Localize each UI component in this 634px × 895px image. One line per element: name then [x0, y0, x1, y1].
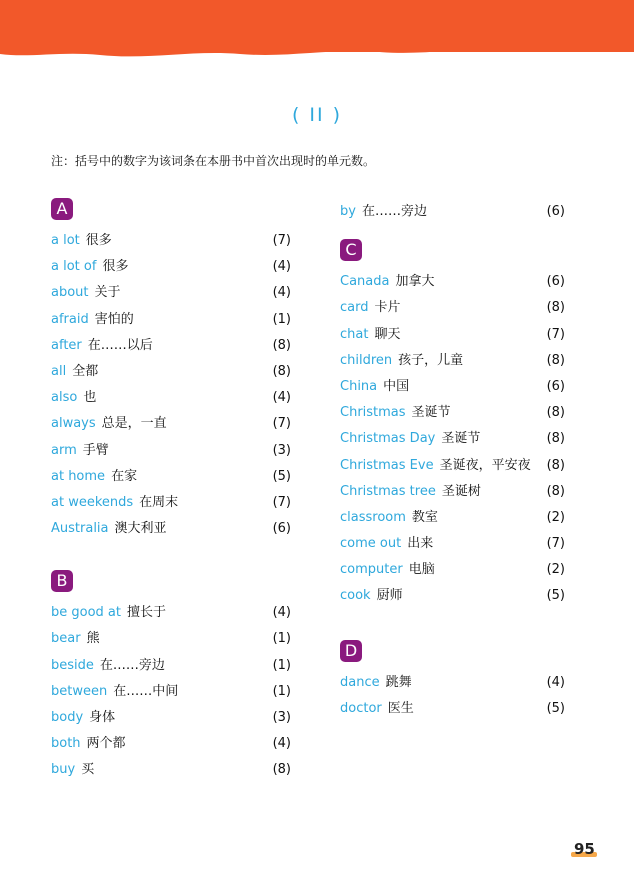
entry-unit-number: (6) [546, 204, 565, 219]
entry-unit-number: (7) [272, 233, 291, 248]
entry-chinese: 手臂 [82, 442, 109, 458]
entry-unit-number: (4) [272, 390, 291, 406]
list-item [51, 705, 291, 731]
entry-english: chat [340, 326, 369, 342]
entry-unit-number: (6) [546, 274, 565, 290]
entry-english: computer [340, 562, 403, 578]
entry-list-b-continued [340, 199, 565, 225]
list-item [51, 490, 291, 516]
entry-english: come out [340, 536, 402, 552]
list-item [340, 696, 565, 722]
entry-unit-number: (8) [546, 457, 565, 473]
entry-english: Christmas Eve [340, 457, 434, 473]
list-item [51, 333, 291, 359]
entry-unit-number: (1) [272, 631, 291, 647]
entry-english: children [340, 352, 393, 368]
entry-unit-number: (1) [272, 657, 291, 673]
entry-unit-number: (4) [546, 674, 565, 690]
letter-badge-c: C [340, 239, 362, 261]
list-item [340, 453, 565, 479]
entry-english: a lot of [51, 259, 97, 275]
left-column [51, 198, 291, 784]
entry-unit-number: (8) [546, 352, 565, 368]
entry-english: buy [51, 762, 76, 778]
entry-list-b [51, 600, 291, 783]
list-item [51, 438, 291, 464]
entry-chinese: 在家 [111, 468, 138, 484]
entry-english: all [51, 363, 67, 379]
entry-unit-number: (7) [546, 326, 565, 342]
entry-unit-number: (8) [546, 405, 565, 421]
list-item [51, 228, 291, 254]
list-item [340, 531, 565, 557]
entry-unit-number: (6) [272, 521, 291, 537]
entry-unit-number: (4) [272, 285, 291, 301]
entry-unit-number: (8) [272, 363, 291, 379]
entry-chinese: 害怕的 [94, 311, 134, 327]
entry-english: both [51, 736, 81, 752]
entry-chinese: 在……以后 [87, 337, 153, 353]
entry-english: card [340, 300, 369, 316]
list-item [340, 505, 565, 531]
entry-chinese: 出来 [407, 536, 434, 552]
entry-english: afraid [51, 311, 89, 327]
entry-english: at home [51, 468, 106, 484]
list-item [51, 679, 291, 705]
entry-english: Christmas Day [340, 431, 436, 447]
list-item [51, 626, 291, 652]
entry-chinese: 买 [81, 762, 95, 778]
section-a [51, 198, 291, 542]
entry-english: arm [51, 442, 77, 458]
right-column [340, 199, 565, 722]
entry-chinese: 两个都 [86, 736, 126, 752]
list-item [340, 199, 565, 225]
entry-english: beside [51, 657, 94, 673]
list-item [51, 731, 291, 757]
entry-chinese: 卡片 [374, 300, 401, 316]
list-item [51, 757, 291, 783]
entry-english: dance [340, 674, 380, 690]
entry-chinese: 擅长于 [127, 605, 167, 621]
note-text: 注：括号中的数字为该词条在本册书中首次出现时的单元数。 [51, 154, 376, 168]
entry-unit-number: (5) [546, 588, 565, 604]
list-item [51, 516, 291, 542]
list-item [340, 426, 565, 452]
list-item [340, 557, 565, 583]
entry-unit-number: (8) [546, 300, 565, 316]
entry-unit-number: (8) [272, 762, 291, 778]
entry-chinese: 在……中间 [113, 683, 179, 699]
entry-english: doctor [340, 700, 382, 716]
list-item [51, 280, 291, 306]
list-item [340, 374, 565, 400]
entry-english: cook [340, 588, 371, 604]
entry-chinese: 加拿大 [395, 274, 435, 290]
entry-english: about [51, 285, 89, 301]
list-item [51, 254, 291, 280]
entry-unit-number: (2) [546, 509, 565, 525]
entry-chinese: 圣诞树 [441, 483, 481, 499]
entry-chinese: 中国 [383, 378, 410, 394]
entry-chinese: 圣诞节 [411, 405, 451, 421]
entry-unit-number: (6) [546, 378, 565, 394]
entry-chinese: 在……旁边 [99, 657, 165, 673]
entry-unit-number: (4) [272, 605, 291, 621]
entry-english: also [51, 390, 78, 406]
entry-english: a lot [51, 233, 80, 248]
entry-chinese: 医生 [387, 700, 414, 716]
entry-unit-number: (4) [272, 259, 291, 275]
entry-chinese: 教室 [411, 509, 438, 525]
list-item [51, 464, 291, 490]
entry-chinese: 总是，一直 [101, 416, 167, 432]
entry-english: body [51, 710, 84, 725]
entry-unit-number: (2) [546, 562, 565, 578]
section-b [51, 570, 291, 783]
entry-chinese: 聊天 [374, 326, 401, 342]
entry-chinese: 澳大利亚 [114, 521, 167, 537]
entry-unit-number: (3) [272, 442, 291, 458]
entry-english: Australia [51, 521, 109, 537]
entry-english: at weekends [51, 494, 134, 510]
entry-chinese: 圣诞夜，平安夜 [439, 457, 531, 473]
letter-badge-b: B [51, 570, 73, 592]
entry-chinese: 在周末 [139, 494, 179, 510]
entry-chinese: 跳舞 [385, 674, 412, 690]
entry-unit-number: (7) [272, 416, 291, 432]
entry-english: bear [51, 631, 81, 647]
entry-english: be good at [51, 605, 121, 621]
entry-unit-number: (3) [272, 710, 291, 725]
section-title: ( II ) [291, 104, 343, 126]
section-d [340, 640, 565, 722]
list-item [51, 307, 291, 333]
entry-english: between [51, 683, 108, 699]
page-number: 95 [574, 840, 595, 858]
entry-list-a [51, 228, 291, 542]
entry-unit-number: (1) [272, 683, 291, 699]
header-band [0, 0, 634, 52]
letter-badge-a: A [51, 198, 73, 220]
entry-unit-number: (8) [272, 337, 291, 353]
entry-english: Christmas [340, 405, 406, 421]
list-item [51, 411, 291, 437]
list-item [51, 600, 291, 626]
entry-chinese: 圣诞节 [441, 431, 481, 447]
entry-english: after [51, 337, 82, 353]
entry-unit-number: (8) [546, 483, 565, 499]
entry-chinese: 也 [83, 390, 97, 406]
entry-english: Canada [340, 274, 390, 290]
entry-chinese: 身体 [89, 710, 116, 725]
entry-english: Christmas tree [340, 483, 436, 499]
entry-list-c [340, 269, 565, 609]
letter-badge-d: D [340, 640, 362, 662]
entry-english: always [51, 416, 96, 432]
list-item [340, 269, 565, 295]
entry-english: classroom [340, 509, 406, 525]
list-item [340, 479, 565, 505]
entry-chinese: 很多 [85, 233, 112, 248]
entry-chinese: 厨师 [376, 588, 403, 604]
list-item [51, 359, 291, 385]
entry-unit-number: (4) [272, 736, 291, 752]
entry-unit-number: (7) [546, 536, 565, 552]
list-item [340, 400, 565, 426]
section-c [340, 239, 565, 609]
entry-unit-number: (5) [272, 468, 291, 484]
entry-unit-number: (7) [272, 494, 291, 510]
entry-unit-number: (1) [272, 311, 291, 327]
entry-chinese: 很多 [102, 259, 129, 275]
list-item [340, 348, 565, 374]
list-item [51, 385, 291, 411]
list-item [340, 295, 565, 321]
list-item [340, 322, 565, 348]
entry-chinese: 熊 [86, 631, 100, 647]
entry-chinese: 电脑 [408, 562, 435, 578]
entry-list-d [340, 670, 565, 722]
entry-english: China [340, 378, 378, 394]
entry-chinese: 全都 [72, 363, 99, 379]
entry-unit-number: (5) [546, 700, 565, 716]
entry-chinese: 孩子，儿童 [398, 352, 464, 368]
list-item [51, 653, 291, 679]
list-item [340, 583, 565, 609]
torn-edge-decoration [0, 34, 634, 64]
entry-unit-number: (8) [546, 431, 565, 447]
entry-chinese: 关于 [94, 285, 121, 301]
entry-english: by [340, 204, 356, 219]
entry-chinese: 在……旁边 [361, 204, 427, 219]
list-item [340, 670, 565, 696]
